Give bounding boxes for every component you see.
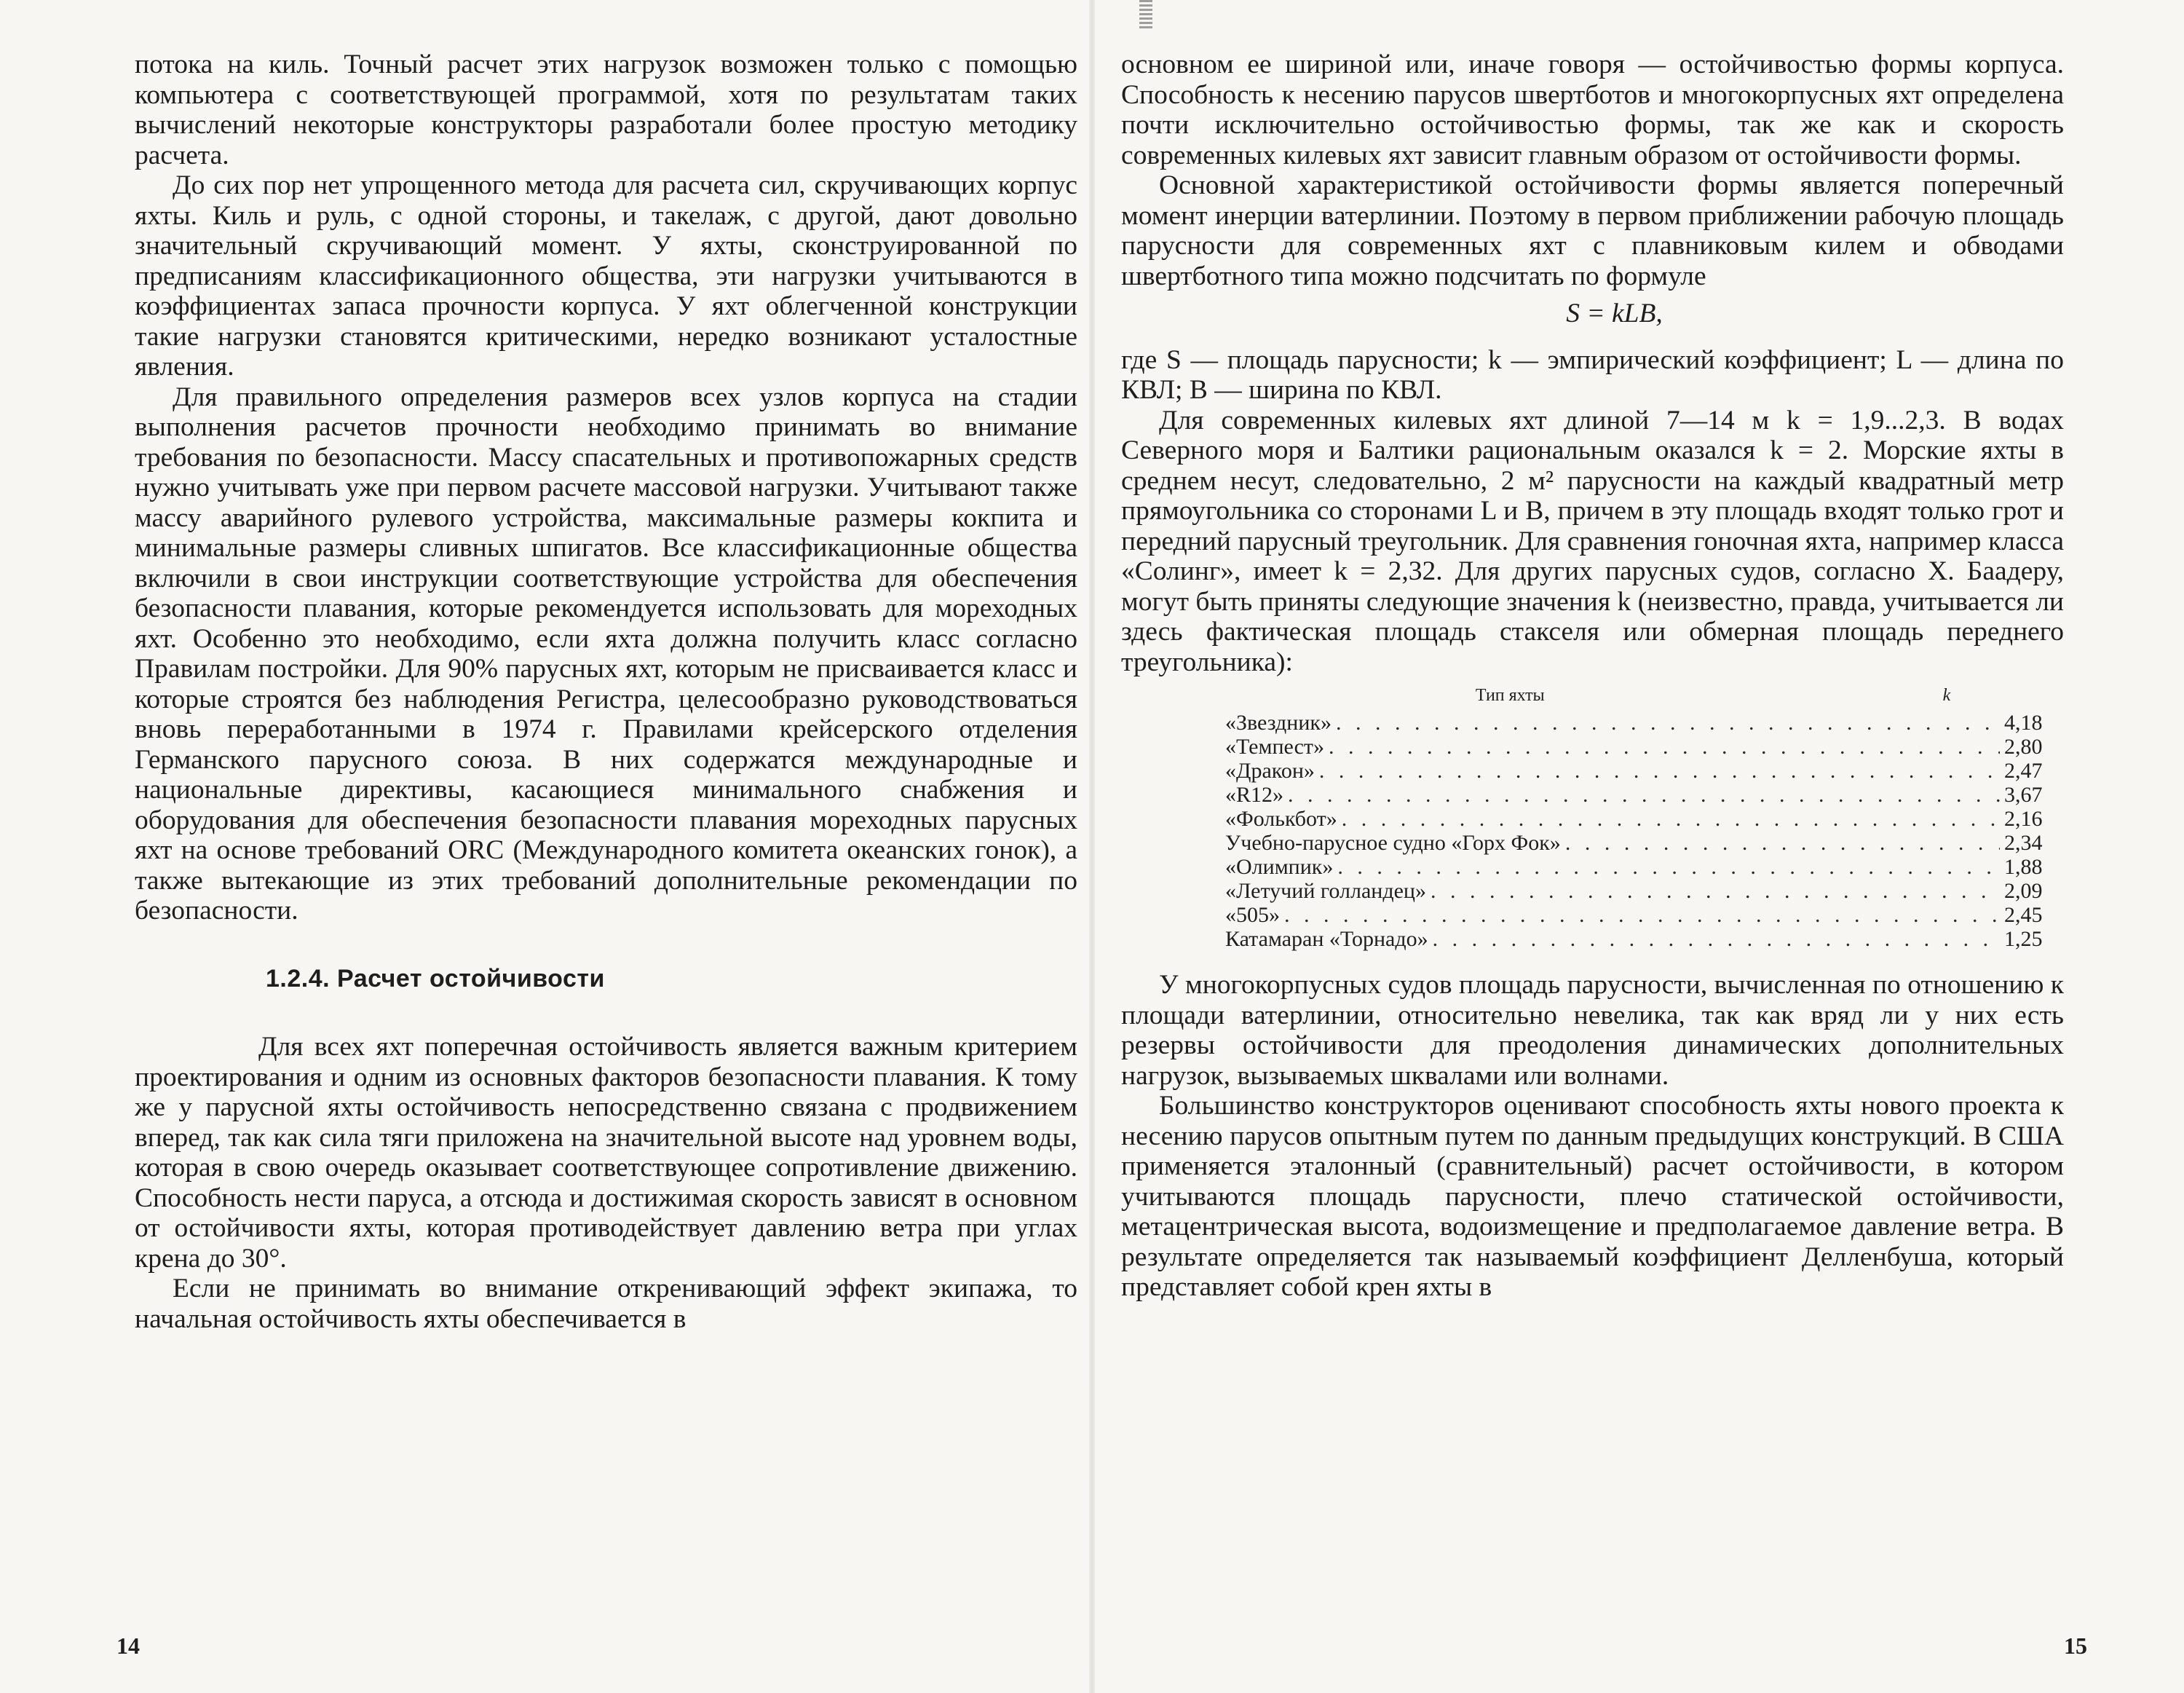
- page-number: 15: [2064, 1633, 2087, 1659]
- yacht-type: Катамаран «Торнадо»: [1225, 927, 1428, 951]
- yacht-type: «Дракон»: [1225, 759, 1315, 783]
- table-row: [1121, 711, 2070, 735]
- leader-dots: [1284, 903, 2000, 927]
- paragraph: У многокорпусных судов площадь парусности, вычисленная по отношению к площади ватерлинии, относительно невелика, так как вряд ли у них есть резервы остойчивости для преодоления динамических дополнительных нагрузок, вызываемых шквалами или волнами.: [1121, 970, 2064, 1091]
- leader-dots: [1329, 735, 2000, 759]
- k-value: 2,09: [2004, 879, 2043, 903]
- table-header-k: k: [1942, 686, 1951, 705]
- k-value: 1,88: [2004, 855, 2043, 879]
- k-value: 2,16: [2004, 807, 2043, 831]
- yacht-type: «R12»: [1225, 783, 1284, 807]
- k-value: 3,67: [2004, 783, 2043, 807]
- right-text-column: [1121, 50, 2064, 1303]
- yacht-type: «505»: [1225, 903, 1280, 927]
- table-header-type: Тип яхты: [1475, 686, 1545, 705]
- left-text-column: [135, 50, 1077, 1334]
- page-number: 14: [116, 1633, 140, 1659]
- leader-dots: [1288, 783, 2000, 807]
- yacht-type: «Звездник»: [1225, 711, 1332, 735]
- k-value: 2,80: [2004, 735, 2043, 759]
- paragraph: потока на киль. Точный расчет этих нагрузок возможен только с помощью компьютера с соответствующей программой, хотя по результатам таких вычислений некоторые конструкторы разработали более простую методику расчета.: [135, 50, 1077, 170]
- paragraph: Большинство конструкторов оценивают способность яхты нового проекта к несению парусов опытным путем по данным предыдущих конструкций. В США применяется эталонный (сравнительный) расчет остойчивости, в котором учитываются площадь парусности, плечо статической остойчивости, метацентрическая высота, водоизмещение и предполагаемое давление ветра. В результате определяется так называемый коэффициент Делленбуша, который представляет собой крен яхты в: [1121, 1091, 2064, 1302]
- table-row: [1121, 855, 2070, 879]
- table-row: [1121, 879, 2070, 903]
- k-value: 2,47: [2004, 759, 2043, 783]
- table-row: [1121, 807, 2070, 831]
- table-row: [1121, 927, 2070, 951]
- k-value: 1,25: [2004, 927, 2043, 951]
- k-value: 2,34: [2004, 831, 2043, 855]
- paragraph: До сих пор нет упрощенного метода для расчета сил, скручивающих корпус яхты. Киль и руль, с одной стороны, и такелаж, с другой, дают довольно значительный скручивающий момент. У яхты, сконструированной по предписаниям классификационного общества, эти нагрузки учитываются в коэффициентах запаса прочности корпуса. У яхт облегченной конструкции такие нагрузки становятся критическими, нередко возникают усталостные явления.: [135, 170, 1077, 382]
- right-page: [1092, 0, 2184, 1693]
- table-row: [1121, 759, 2070, 783]
- k-coefficient-table: [1121, 683, 2064, 951]
- table-body: [1121, 711, 2064, 951]
- k-value: 4,18: [2004, 711, 2043, 735]
- section-heading: 1.2.4. Расчет остойчивости: [266, 964, 605, 992]
- paragraph: где S — площадь парусности; k — эмпирический коэффициент; L — длина по КВЛ; B — ширина по КВЛ.: [1121, 344, 2064, 405]
- yacht-type: «Фолькбот»: [1225, 807, 1337, 831]
- paragraph: Для правильного определения размеров всех узлов корпуса на стадии выполнения расчетов прочности необходимо принимать во внимание требования по безопасности. Массу спасательных и противопожарных средств нужно учитывать уже при первом расчете массовой нагрузки. Учитывают также массу аварийного рулевого устройства, максимальные размеры кокпита и минимальные размеры сливных шпигатов. Все классификационные общества включили в свои инструкции соответствующие устройства для обеспечения безопасности плавания, которые рекомендуется использовать для мореходных яхт. Особенно это необходимо, если яхта должна получить класс согласно Правилам постройки. Для 90% парусных яхт, которым не присваивается класс и которые строятся без наблюдения Регистра, целесообразно руководствоваться вновь переработанными в 1974 г. Правилами крейсерского отделения Германского парусного союза. В них содержатся международные и национальные директивы, касающиеся минимального снабжения и оборудования для обеспечения безопасности плавания мореходных парусных яхт на основе требований ORC (Международного комитета океанских гонок), а также вытекающие из этих требований дополнительные рекомендации по безопасности.: [135, 382, 1077, 926]
- paragraph: Для всех яхт поперечная остойчивость является важным критерием проектирования и одним из основных факторов безопасности плавания. К тому же у парусной яхты остойчивость непосредственно связана с продвижением вперед, так как сила тяги приложена на значительной высоте над уровнем воды, которая в свою очередь оказывает соответствующее сопротивление движению. Способность нести паруса, а отсюда и достижимая скорость зависят в основном от остойчивости яхты, которая противодействует давлению ветра при углах крена до 30°.: [135, 1032, 1077, 1274]
- leader-dots: [1433, 927, 2000, 951]
- leader-dots: [1342, 807, 2000, 831]
- table-row: [1121, 831, 2070, 855]
- yacht-type: Учебно-парусное судно «Горх Фок»: [1225, 831, 1561, 855]
- paragraph: основном ее шириной или, иначе говоря — остойчивостью формы корпуса. Способность к несению парусов швертботов и многокорпусных яхт определена почти исключительно остойчивостью формы, так же как и скорость современных килевых яхт зависит главным образом от остойчивости формы.: [1121, 50, 2064, 170]
- table-row: [1121, 783, 2070, 807]
- table-row: [1121, 903, 2070, 927]
- leader-dots: [1565, 831, 2000, 855]
- formula: S = kLB,: [1566, 299, 1663, 328]
- paragraph: Для современных килевых яхт длиной 7—14 м k = 1,9...2,3. В водах Северного моря и Балтики рациональным оказался k = 2. Морские яхты в среднем несут, следовательно, 2 м² парусности на каждый квадратный метр прямоугольника со сторонами L и B, причем в эту площадь входят только грот и передний парусный треугольник. Для сравнения гоночная яхта, например класса «Солинг», имеет k = 2,32. Для других парусных судов, согласно X. Баадеру, могут быть приняты следующие значения k (неизвестно, правда, учитывается ли здесь фактическая площадь стакселя или обмерная площадь переднего треугольника):: [1121, 405, 2064, 677]
- yacht-type: «Темпест»: [1225, 735, 1325, 759]
- yacht-type: «Летучий голландец»: [1225, 879, 1426, 903]
- paragraph: Основной характеристикой остойчивости формы является поперечный момент инерции ватерлинии. Поэтому в первом приближении рабочую площадь парусности для современных яхт с плавниковым килем и обводами швертботного типа можно подсчитать по формуле: [1121, 170, 2064, 291]
- leader-dots: [1337, 855, 2000, 879]
- k-value: 2,45: [2004, 903, 2043, 927]
- leader-dots: [1431, 879, 2000, 903]
- table-row: [1121, 735, 2070, 759]
- yacht-type: «Олимпик»: [1225, 855, 1334, 879]
- table-header: [1121, 683, 2064, 708]
- paragraph: Если не принимать во внимание откренивающий эффект экипажа, то начальная остойчивость яхты обеспечивается в: [135, 1274, 1077, 1334]
- leader-dots: [1319, 759, 2000, 783]
- leader-dots: [1336, 711, 2000, 735]
